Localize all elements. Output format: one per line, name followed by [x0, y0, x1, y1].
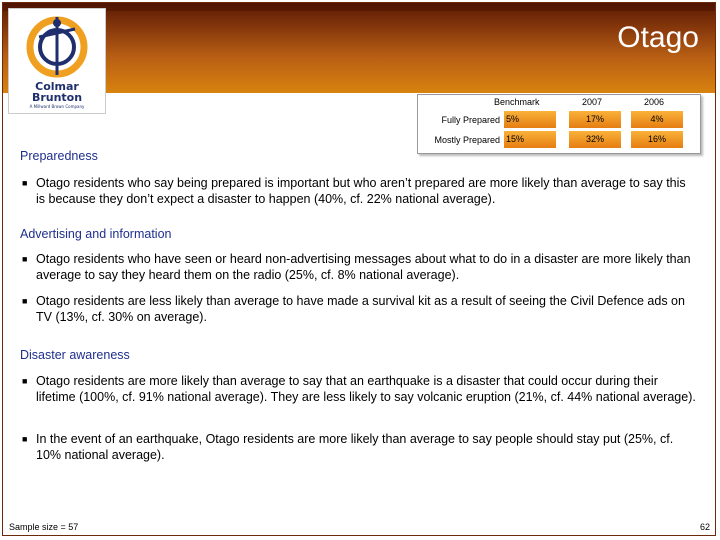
sample-size-note: Sample size = 57 [9, 522, 79, 532]
table-cell: 15% [504, 131, 556, 148]
logo-tagline: A Millward Brown Company [29, 104, 85, 109]
year-2007-header: 2007 [582, 97, 603, 107]
logo-brand-line1: Colmar [35, 80, 79, 93]
page-number: 62 [699, 522, 710, 532]
page-title: Otago [617, 21, 699, 54]
year-2006-header: 2006 [644, 97, 665, 107]
table-cell: 32% [569, 131, 621, 148]
benchmark-table [417, 94, 701, 154]
table-cell: 4% [631, 111, 683, 128]
bullet-item [22, 373, 697, 405]
header-stripe [3, 3, 715, 11]
logo-brand-line2: Brunton [31, 91, 83, 104]
header-banner [3, 3, 715, 93]
row-label-mostly-prepared: Mostly Prepared [434, 135, 500, 145]
bullet-square-icon: ■ [22, 376, 28, 386]
bullet-text: Otago residents are more likely than average to say that an earthquake is a disaster that could occur during their lifetime (100%, cf. 91% national average). They are less likely to say volcanic eruption (21%, cf. 44% national average). [36, 374, 696, 404]
table-cell: 5% [504, 111, 556, 128]
bullet-item [22, 175, 697, 207]
company-logo [8, 8, 106, 114]
benchmark-header: Benchmark [494, 97, 540, 107]
logo-emblem-icon [9, 9, 105, 81]
bullet-square-icon: ■ [22, 254, 28, 264]
bullet-text: Otago residents who have seen or heard non-advertising messages about what to do in a disaster are more likely than average to say they heard them on the radio (25%, cf. 8% national average). [36, 252, 691, 282]
bullet-square-icon: ■ [22, 296, 28, 306]
bullet-square-icon: ■ [22, 434, 28, 444]
table-cell: 17% [569, 111, 621, 128]
bullet-text: Otago residents are less likely than average to have made a survival kit as a result of seeing the Civil Defence ads on TV (13%, cf. 30% on average). [36, 294, 685, 324]
bullet-text: In the event of an earthquake, Otago residents are more likely than average to say people should stay put (25%, cf. 10% national average). [36, 432, 674, 462]
section-heading-advertising: Advertising and information [20, 227, 172, 241]
bullet-item [22, 431, 697, 463]
section-heading-disaster-awareness: Disaster awareness [20, 348, 130, 362]
bullet-item [22, 293, 697, 325]
bullet-square-icon: ■ [22, 178, 28, 188]
row-label-fully-prepared: Fully Prepared [441, 115, 500, 125]
bullet-text: Otago residents who say being prepared is important but who aren’t prepared are more likely than average to say this is because they don’t expect a disaster to happen (40%, cf. 22% national average). [36, 176, 686, 206]
table-cell: 16% [631, 131, 683, 148]
bullet-item [22, 251, 697, 283]
section-heading-preparedness: Preparedness [20, 149, 98, 163]
